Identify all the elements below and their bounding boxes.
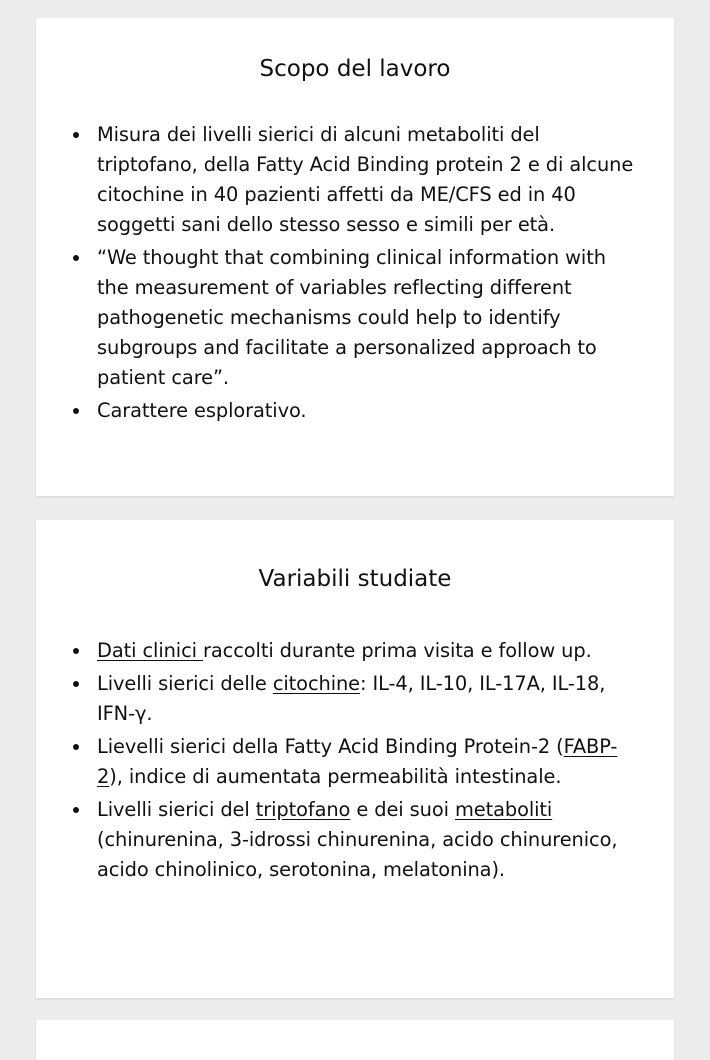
bullet-dot-icon [73,807,79,813]
bullet-text: Livelli sierici del [97,798,256,821]
bullet-text: : IL-4, IL-10, IL-17A, IL-18, IFN-γ. [97,672,606,725]
bullet-item [36,636,636,666]
bullet-dot-icon [73,408,79,414]
bullet-text: e dei suoi [350,798,455,821]
underlined-term: metaboliti [454,798,553,821]
bullet-dot-icon [73,681,79,687]
bullet-text: raccolti durante prima visita e follow up. [203,639,592,662]
bullet-text: Misura dei livelli sierici di alcuni metaboliti del triptofano, della Fatty Acid Binding protein 2 e di alcune citochine in 40 pazienti affetti da ME/CFS ed in 40 soggetti sani dello stesso sesso e simili per età. [97,123,634,236]
slide-title: Variabili studiate [258,566,452,592]
bullet-text: Carattere esplorativo. [97,399,307,422]
slide-title: Scopo del lavoro [259,56,451,82]
bullet-dot-icon [73,744,79,750]
bullet-item [36,669,636,729]
bullet-text: Livelli sierici delle [97,672,273,695]
bullet-item [36,120,636,240]
slide-scopo-del-lavoro [36,18,674,496]
bullet-text: Lievelli sierici della Fatty Acid Binding Protein-2 ( [97,735,564,758]
bullet-dot-icon [73,255,79,261]
underlined-term: triptofano [255,798,351,821]
bullet-text: ), indice di aumentata permeabilità intestinale. [109,765,562,788]
slide-variabili-studiate [36,520,674,998]
bullet-list [36,636,636,888]
bullet-dot-icon [73,648,79,654]
bullet-item [36,243,636,393]
bullet-dot-icon [73,132,79,138]
bullet-item [36,732,636,792]
underlined-term: FABP-2 [97,735,618,788]
underlined-term: citochine [272,672,361,695]
bullet-text: “We thought that combining clinical information with the measurement of variables reflecting different pathogenetic mechanisms could help to identify subgroups and facilitate a personalized approach to patient care”. [97,246,606,389]
bullet-text: (chinurenina, 3-idrossi chinurenina, acido chinurenico, acido chinolinico, serotonina, melatonina). [97,828,618,881]
bullet-item [36,396,636,426]
next-slide-edge [36,1020,674,1060]
underlined-term: Dati clinici [97,639,203,662]
bullet-list [36,120,636,429]
bullet-item [36,795,636,885]
